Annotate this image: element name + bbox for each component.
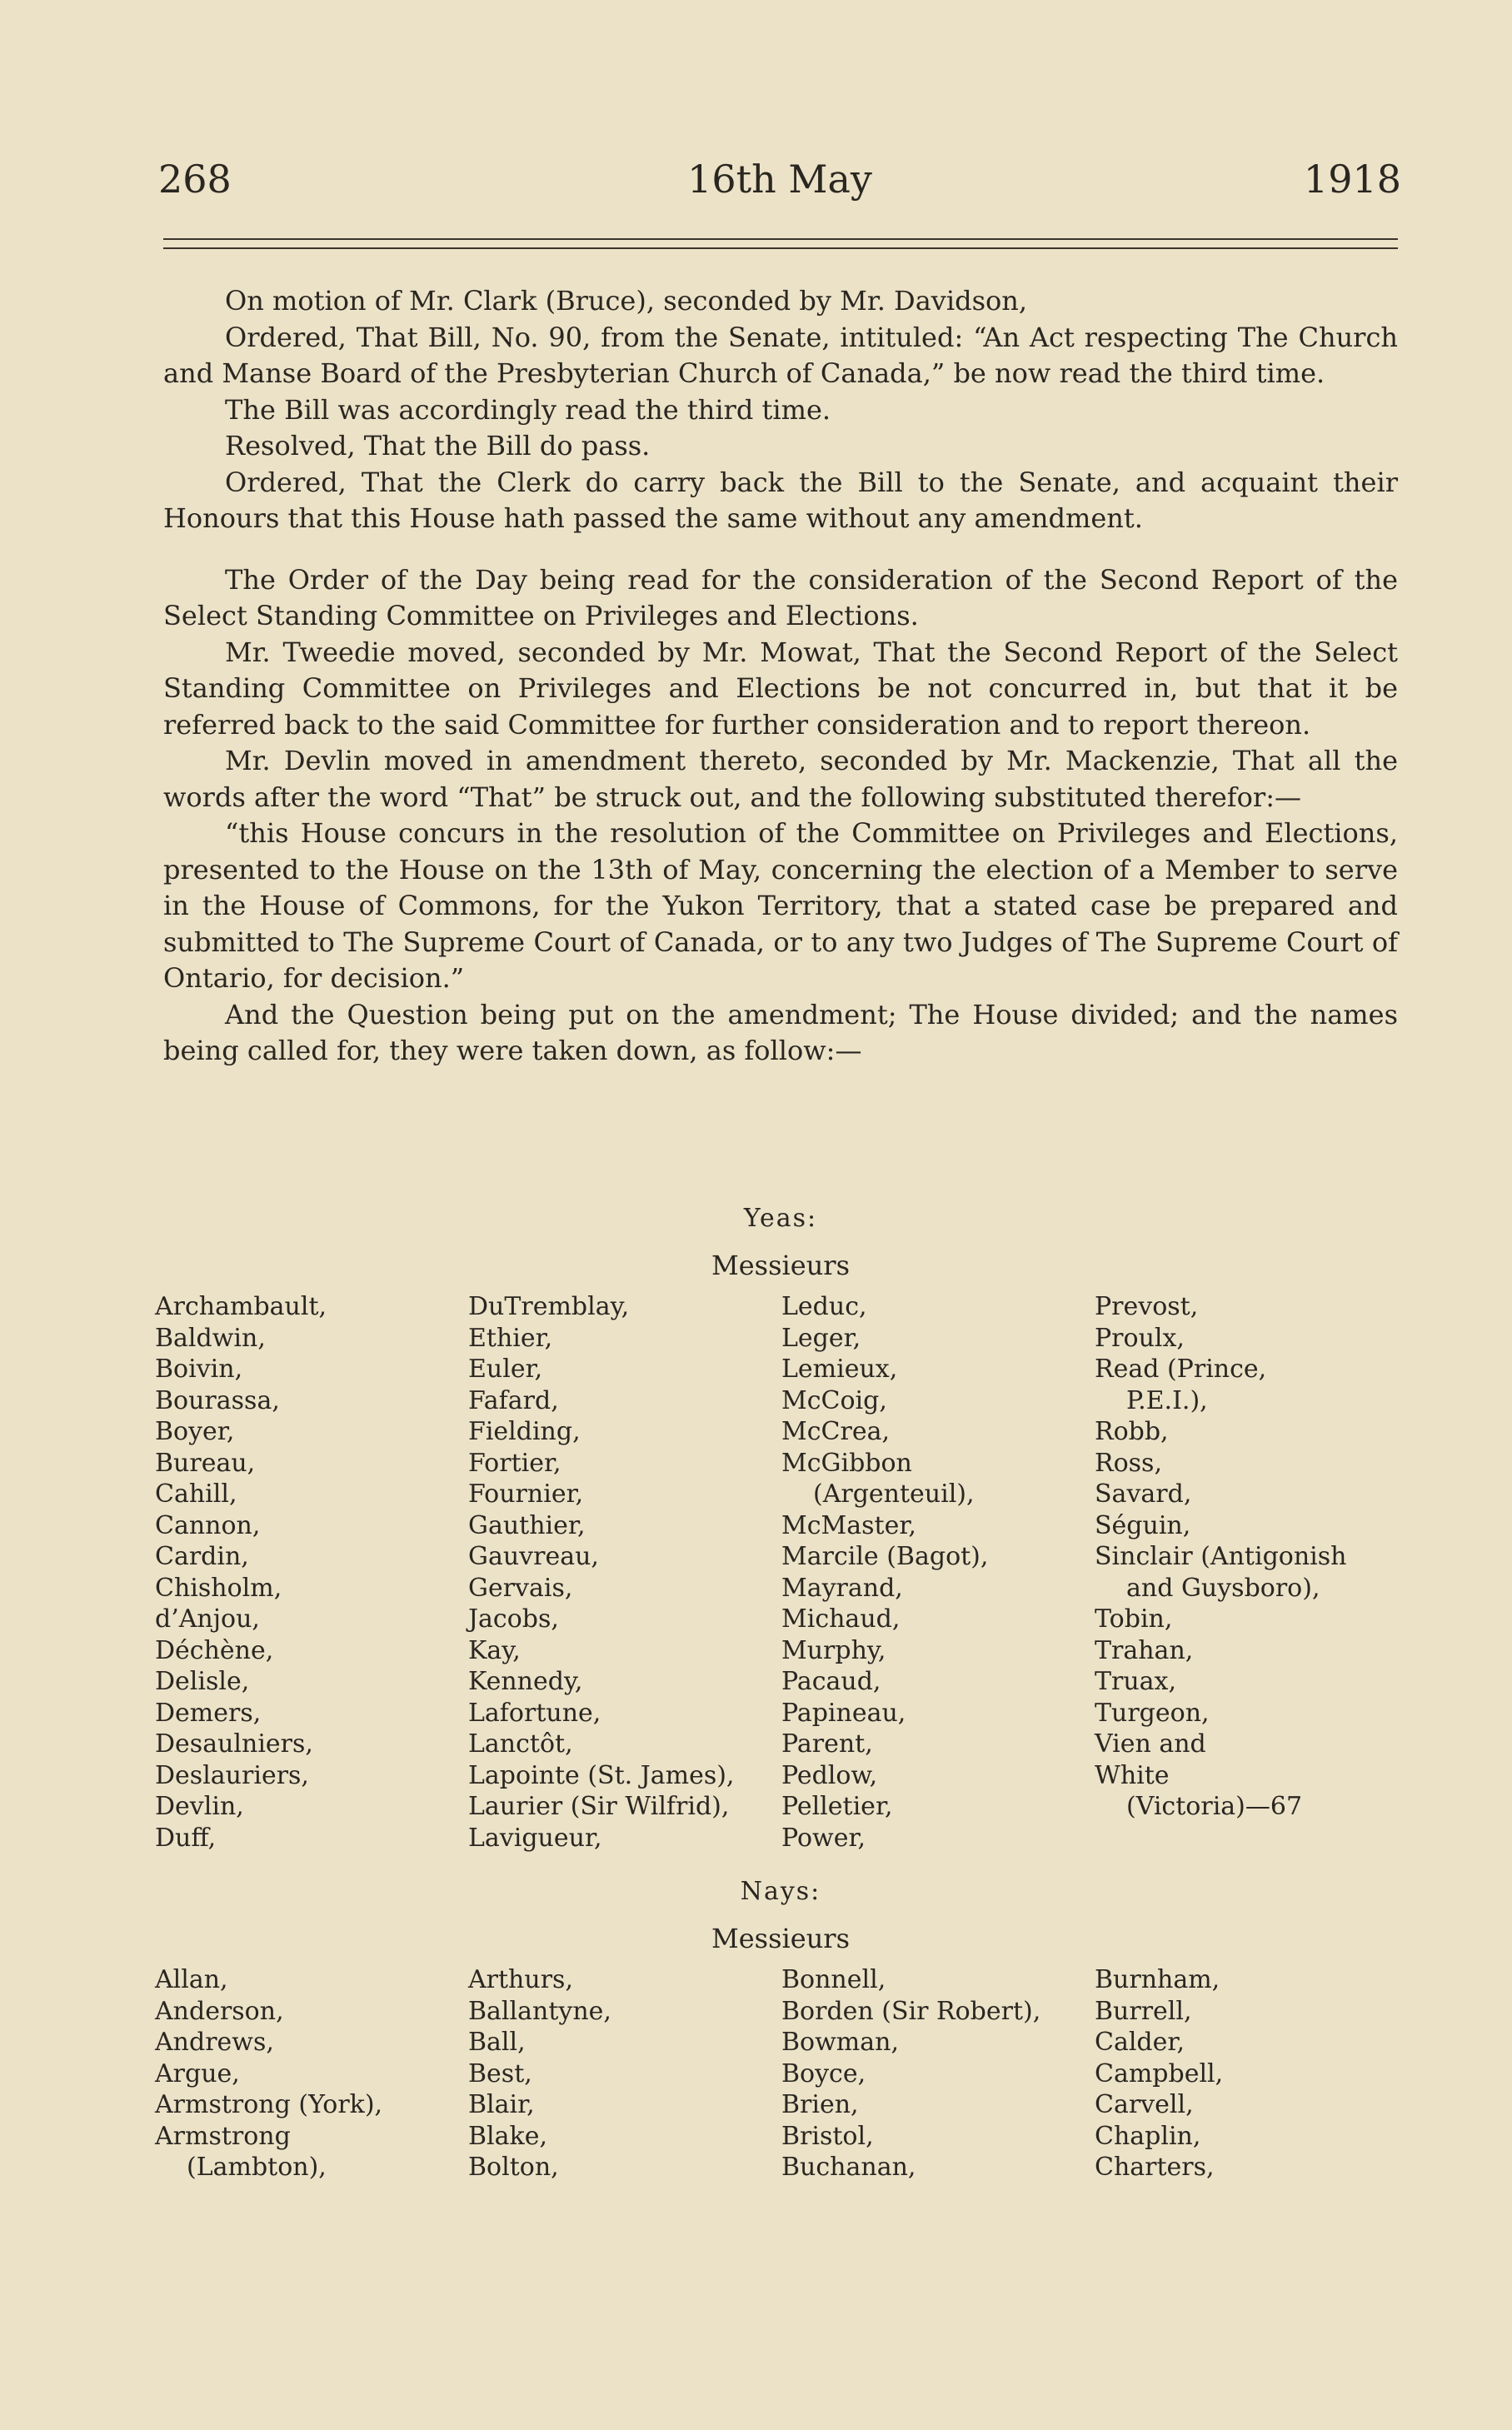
nays-column-3 xyxy=(781,1964,1095,2183)
nays-title: Nays: xyxy=(740,1877,821,1906)
member-name: Best, xyxy=(468,2058,532,2088)
member-name: Boyer, xyxy=(155,1417,235,1446)
member-name: Carvell, xyxy=(1095,2090,1194,2119)
member-name: McMaster, xyxy=(781,1510,916,1540)
member-name: Boyce, xyxy=(781,2058,866,2088)
paragraph: On motion of Mr. Clark (Bruce), seconded by Mr. Davidson, xyxy=(225,285,1028,317)
member-name: Jacobs, xyxy=(468,1604,559,1634)
member-name: Desaulniers, xyxy=(155,1729,313,1759)
document-body xyxy=(163,283,1398,1070)
member-name: Savard, xyxy=(1095,1479,1192,1509)
member-name: Ball, xyxy=(468,2028,526,2057)
header-rule-top xyxy=(163,238,1398,240)
member-name: Murphy, xyxy=(781,1635,886,1665)
member-name: Laurier (Sir Wilfrid), xyxy=(468,1792,730,1821)
member-name: Gauvreau, xyxy=(468,1542,599,1571)
member-name: Borden (Sir Robert), xyxy=(781,1996,1041,2026)
member-name: Archambault, xyxy=(155,1292,327,1321)
paragraph: Mr. Devlin moved in amendment thereto, seconded by Mr. Mackenzie, That all the words after the word “That” be struck out, and the following substituted therefor:— xyxy=(163,745,1398,813)
member-name: Deslauriers, xyxy=(155,1760,309,1790)
member-name: Michaud, xyxy=(781,1604,901,1634)
page-date: 16th May xyxy=(687,157,872,202)
member-name: Burrell, xyxy=(1095,1996,1192,2026)
member-name: Calder, xyxy=(1095,2028,1185,2057)
member-name: Trahan, xyxy=(1095,1635,1194,1665)
page-header xyxy=(158,157,1401,215)
member-name: Chaplin, xyxy=(1095,2121,1201,2151)
yeas-list xyxy=(155,1291,1405,1854)
yeas-title: Yeas: xyxy=(743,1204,818,1233)
member-name: Baldwin, xyxy=(155,1323,266,1353)
member-name: Chisholm, xyxy=(155,1573,282,1603)
member-name: Lafortune, xyxy=(468,1698,601,1728)
page-number: 268 xyxy=(158,157,232,202)
header-rule-bottom xyxy=(163,247,1398,249)
member-name: Parent, xyxy=(781,1729,873,1759)
member-name: Pelletier, xyxy=(781,1792,893,1821)
member-name: Bourassa, xyxy=(155,1385,280,1415)
member-name: Boivin, xyxy=(155,1355,243,1384)
member-name: Allan, xyxy=(155,1965,228,1994)
member-name: Marcile (Bagot), xyxy=(781,1542,989,1571)
member-name: Demers, xyxy=(155,1698,262,1728)
member-name: Bolton, xyxy=(468,2153,559,2182)
member-name: Bureau, xyxy=(155,1448,256,1478)
member-name: Armstrong xyxy=(155,2121,291,2151)
page-year: 1918 xyxy=(1303,157,1401,202)
member-name: Andrews, xyxy=(155,2028,274,2057)
paragraph: “this House concurs in the resolution of the Committee on Privileges and Elections, presented to the House on the 13th of May, concerning the election of a Member to serve in the House of Commons, for the Yukon Territory, that a stated case be prepared and submitted to The Supreme Court of Canada, or to any two Judges of The Supreme Court of Ontario, for decision.” xyxy=(163,817,1398,994)
yeas-column-1 xyxy=(155,1291,468,1854)
member-name: Lanctôt, xyxy=(468,1729,573,1759)
member-name: Lavigueur, xyxy=(468,1823,602,1853)
member-name: Sinclair (Antigonish xyxy=(1095,1542,1347,1571)
nays-column-1 xyxy=(155,1964,468,2183)
member-name: DuTremblay, xyxy=(468,1292,630,1321)
yeas-column-3 xyxy=(781,1291,1095,1854)
member-name: Devlin, xyxy=(155,1792,244,1821)
member-name: Robb, xyxy=(1095,1417,1169,1446)
member-name: Charters, xyxy=(1095,2153,1215,2182)
member-name: Blake, xyxy=(468,2121,547,2151)
member-name: Buchanan, xyxy=(781,2153,916,2182)
paragraph: The Bill was accordingly read the third time. xyxy=(225,393,831,426)
paragraph: Mr. Tweedie moved, seconded by Mr. Mowat, That the Second Report of the Select Standing Committee on Privileges and Elections be not concurred in, but that it be referred back to the said Committee for further consideration and to report thereon. xyxy=(163,636,1398,741)
nays-subtitle: Messieurs xyxy=(711,1923,851,1954)
member-name: Power, xyxy=(781,1823,866,1853)
member-name: Turgeon, xyxy=(1095,1698,1210,1728)
member-name: Leger, xyxy=(781,1323,861,1353)
member-name: Burnham, xyxy=(1095,1965,1220,1994)
member-name: Armstrong (York), xyxy=(155,2090,383,2119)
member-name: Duff, xyxy=(155,1823,217,1853)
member-name: Séguin, xyxy=(1095,1510,1191,1540)
paragraph: And the Question being put on the amendment; The House divided; and the names being called for, they were taken down, as follow:— xyxy=(163,998,1398,1066)
paragraph: The Order of the Day being read for the consideration of the Second Report of the Select Standing Committee on Privileges and Elections. xyxy=(163,563,1398,631)
member-name: Campbell, xyxy=(1095,2058,1224,2088)
nays-column-2 xyxy=(468,1964,781,2183)
member-name: Read (Prince, xyxy=(1095,1355,1267,1384)
nays-list xyxy=(155,1964,1405,2183)
yeas-subtitle: Messieurs xyxy=(711,1250,851,1281)
member-name: McCoig, xyxy=(781,1385,887,1415)
member-name: Bowman, xyxy=(781,2028,899,2057)
member-name: Delisle, xyxy=(155,1667,250,1696)
member-name: Ethier, xyxy=(468,1323,553,1353)
member-name: Ross, xyxy=(1095,1448,1162,1478)
member-name: Anderson, xyxy=(155,1996,284,2026)
member-name: Bristol, xyxy=(781,2121,874,2151)
paragraph: Ordered, That the Clerk do carry back the Bill to the Senate, and acquaint their Honours that this House hath passed the same without any amendment. xyxy=(163,466,1398,534)
member-name: Fielding, xyxy=(468,1417,581,1446)
member-name: Blair, xyxy=(468,2090,535,2119)
member-name: Proulx, xyxy=(1095,1323,1185,1353)
member-name: Ballantyne, xyxy=(468,1996,611,2026)
member-name: Vien and xyxy=(1095,1729,1206,1759)
member-name: d’Anjou, xyxy=(155,1604,260,1634)
member-name: Papineau, xyxy=(781,1698,906,1728)
member-name: Truax, xyxy=(1095,1667,1177,1696)
member-name: Fournier, xyxy=(468,1479,584,1509)
member-name: Cahill, xyxy=(155,1479,237,1509)
member-name: and Guysboro), xyxy=(1126,1573,1320,1603)
member-name: P.E.I.), xyxy=(1126,1385,1208,1415)
member-name: McGibbon xyxy=(781,1448,912,1478)
member-name: Leduc, xyxy=(781,1292,867,1321)
member-name: Pedlow, xyxy=(781,1760,878,1790)
member-name: (Victoria)—67 xyxy=(1126,1792,1303,1821)
member-name: Cardin, xyxy=(155,1542,249,1571)
member-name: (Argenteuil), xyxy=(813,1479,975,1509)
member-name: Lemieux, xyxy=(781,1355,898,1384)
member-name: Fafard, xyxy=(468,1385,559,1415)
member-name: Kay, xyxy=(468,1635,521,1665)
yeas-column-2 xyxy=(468,1291,781,1854)
member-name: Lapointe (St. James), xyxy=(468,1760,735,1790)
member-name: McCrea, xyxy=(781,1417,890,1446)
member-name: Bonnell, xyxy=(781,1965,886,1994)
member-name: Tobin, xyxy=(1095,1604,1173,1634)
member-name: Pacaud, xyxy=(781,1667,881,1696)
member-name: Kennedy, xyxy=(468,1667,583,1696)
member-name: Prevost, xyxy=(1095,1292,1199,1321)
member-name: Mayrand, xyxy=(781,1573,903,1603)
member-name: Gervais, xyxy=(468,1573,573,1603)
member-name: Euler, xyxy=(468,1355,543,1384)
yeas-column-4 xyxy=(1095,1291,1405,1854)
member-name: Gauthier, xyxy=(468,1510,586,1540)
member-name: Déchène, xyxy=(155,1635,274,1665)
member-name: White xyxy=(1095,1760,1170,1790)
member-name: Argue, xyxy=(155,2058,240,2088)
member-name: Brien, xyxy=(781,2090,859,2119)
member-name: Arthurs, xyxy=(468,1965,573,1994)
paragraph: Ordered, That Bill, No. 90, from the Senate, intituled: “An Act respecting The Church and Manse Board of the Presbyterian Church of Canada,” be now read the third time. xyxy=(163,321,1398,389)
member-name: (Lambton), xyxy=(187,2153,327,2182)
nays-column-4 xyxy=(1095,1964,1405,2183)
paragraph: Resolved, That the Bill do pass. xyxy=(225,430,651,462)
member-name: Cannon, xyxy=(155,1510,261,1540)
member-name: Fortier, xyxy=(468,1448,561,1478)
